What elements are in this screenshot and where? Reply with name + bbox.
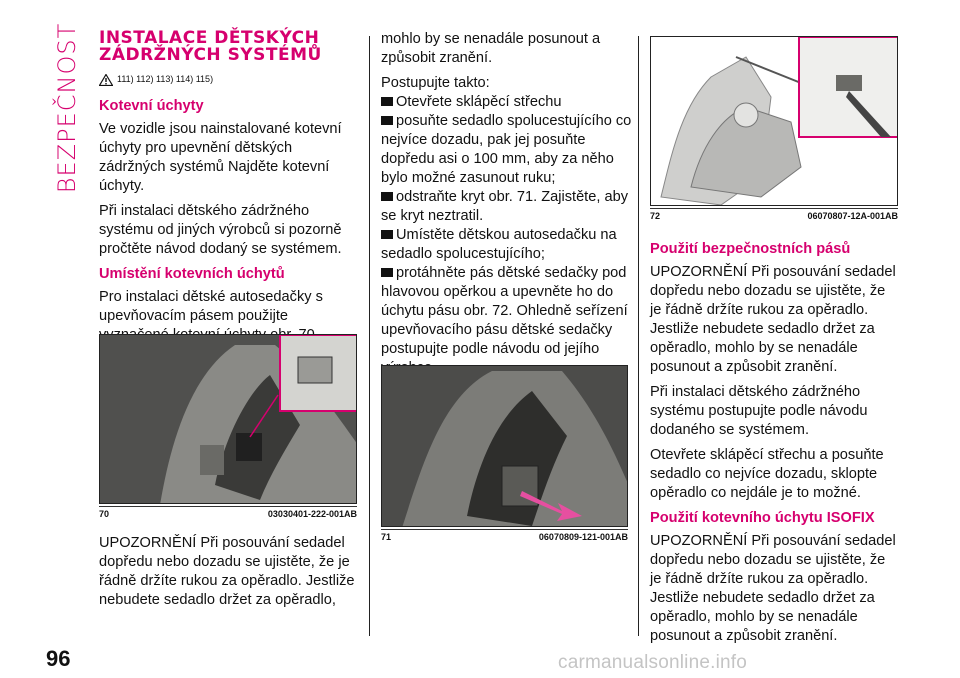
watermark: carmanualsonline.info (558, 652, 748, 673)
list-item: Umístěte dětskou autosedačku na sedadlo spolucestujícího; (381, 227, 617, 262)
paragraph: Postupujte takto: (381, 75, 490, 91)
paragraph: UPOZORNĚNÍ Při posouvání sedadel dopředu nebo dozadu se ujistěte, že je řádně držíte rukou za opěradlo. Jestliže nebudete sedadlo držet za opěradlo, mohlo by se nenadále posunout a způsobit zranění. (650, 264, 896, 375)
column-2 (381, 30, 637, 378)
subheading-bezpecnostni-pasy: Použití bezpečnostních pásů (650, 241, 851, 257)
warning-references: 111) 112) 113) 114) 115) (99, 70, 355, 89)
paragraph: mohlo by se nenadále posunout a způsobit zranění. (381, 31, 601, 66)
list-item: protáhněte pás dětské sedačky pod hlavovou opěrkou a upevněte ho do úchytu pásu obr. 72. Ohledně seřízení upevňovacího pásu dětské sedačky postupujte podle návodu od jejího (381, 265, 628, 357)
square-bullet-icon (381, 97, 393, 106)
figure-70 (99, 334, 357, 504)
paragraph: Při instalaci dětského zádržného systému postupujte podle návodu dodaného se systémem. (650, 384, 868, 438)
section-tab-label: BEZPEČNOST (53, 22, 82, 194)
figure-71-illustration (382, 366, 628, 527)
paragraph: Ve vozidle jsou nainstalované kotevní úchyty pro upevnění dětských zádržných systémů Najděte kotevní úchyty. (99, 121, 342, 194)
paragraph: Při instalaci dětského zádržného systému od jiných výrobců si pozorně pročtěte návod dodaný se systémem. (99, 203, 342, 257)
square-bullet-icon (381, 192, 393, 201)
figure-70-illustration (100, 335, 357, 504)
figure-72 (650, 36, 898, 206)
square-bullet-icon (381, 230, 393, 239)
paragraph: Pro instalaci dětské autosedačky s upevňovacím pásem použijte (99, 289, 323, 324)
column-divider (638, 36, 639, 636)
column-divider (369, 36, 370, 636)
warning-triangle-icon (99, 74, 113, 86)
paragraph: UPOZORNĚNÍ Při posouvání sedadel dopředu nebo dozadu se ujistěte, že je řádně držíte rukou za opěradlo. Jestliže nebudete sedadlo držet za opěradlo, mohlo by se nenadále posunout a způsobit zranění. (650, 533, 896, 644)
paragraph: Otevřete sklápěcí střechu a posuňte sedadlo co nejvíce dozadu, sklopte opěradlo co nejdále je to možné. (650, 447, 884, 501)
page-number: 96 (46, 646, 71, 671)
figure-70-caption: 70 03030401-222-001AB (99, 506, 357, 519)
figure-72-caption: 72 06070807-12A-001AB (650, 208, 898, 221)
subheading-isofix: Použití kotevního úchytu ISOFIX (650, 510, 875, 526)
list-item: posuňte sedadlo spolucestujícího co nejvíce dozadu, pak jej posuňte dopředu asi o 100 mm, aby za něho bylo možné zasunout ruku; (381, 113, 632, 186)
column-1 (99, 30, 355, 351)
square-bullet-icon (381, 116, 393, 125)
square-bullet-icon (381, 268, 393, 277)
list-item: odstraňte kryt obr. 71. Zajistěte, aby se kryt neztratil. (381, 189, 628, 224)
figure-72-illustration (651, 37, 898, 206)
list-item: Otevřete sklápěcí střechu (381, 93, 637, 112)
subheading-kotevni: Kotevní úchyty (99, 98, 204, 114)
section-title: INSTALACE DĚTSKÝCH ZÁDRŽNÝCH SYSTÉMŮ (99, 28, 322, 65)
subheading-umisteni: Umístění kotevních úchytů (99, 266, 285, 282)
column-3 (650, 240, 898, 652)
section-tab (53, 22, 82, 194)
figure-71 (381, 365, 628, 527)
figure-71-caption: 71 06070809-121-001AB (381, 529, 628, 542)
column-1-bottom (99, 534, 355, 616)
paragraph: UPOZORNĚNÍ Při posouvání sedadel dopředu nebo dozadu se ujistěte, že je řádně držíte rukou za opěradlo. Jestliže nebudete sedadlo držet za opěradlo, (99, 535, 355, 608)
